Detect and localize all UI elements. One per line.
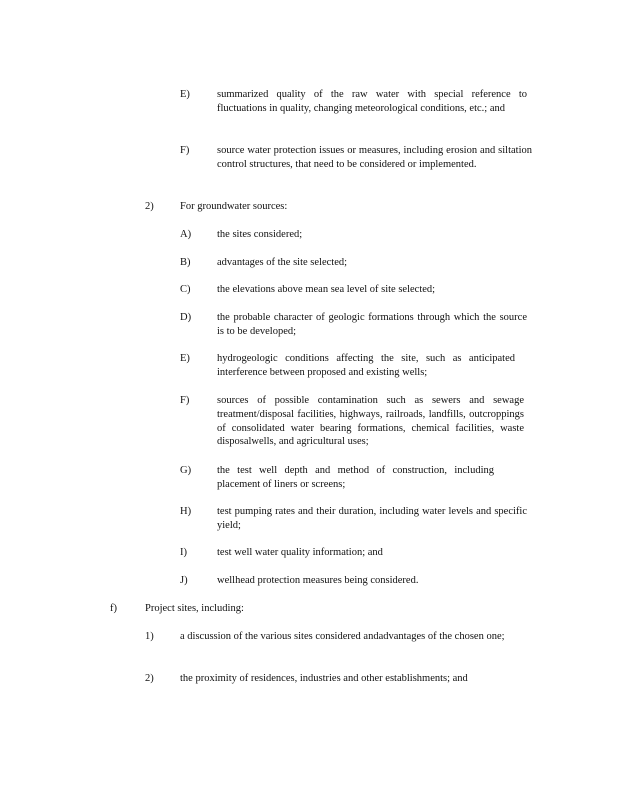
item-text: For groundwater sources: <box>180 201 288 212</box>
item-text: summarized quality of the raw water with special reference to fluctuations in quality, changing meteorological conditions, etc.; and <box>217 89 527 114</box>
item-text: advantages of the site selected; <box>217 257 348 268</box>
item-text: a discussion of the various sites considered andadvantages of the chosen one; <box>180 631 505 642</box>
item-text: the sites considered; <box>217 229 303 240</box>
item-label: I) <box>180 547 187 558</box>
item-label: H) <box>180 506 192 517</box>
item-label: 2) <box>145 673 154 684</box>
item-label: C) <box>180 284 191 295</box>
item-label: D) <box>180 312 192 323</box>
item-text: wellhead protection measures being considered. <box>217 575 419 586</box>
item-label: F) <box>180 395 190 406</box>
item-text: the test well depth and method of construction, including placement of liners or screens; <box>217 465 494 490</box>
item-text: the elevations above mean sea level of site selected; <box>217 284 436 295</box>
item-text: hydrogeologic conditions affecting the site, such as anticipated interference between proposed and existing wells; <box>217 353 515 378</box>
item-text: test pumping rates and their duration, including water levels and specific yield; <box>217 506 527 531</box>
item-label: 1) <box>145 631 154 642</box>
item-label: B) <box>180 257 191 268</box>
item-label: E) <box>180 353 190 364</box>
item-label: A) <box>180 229 192 240</box>
item-label: G) <box>180 465 192 476</box>
item-label: J) <box>180 575 188 586</box>
item-label: f) <box>110 603 117 614</box>
item-label: E) <box>180 89 190 100</box>
item-text: the proximity of residences, industries and other establishments; and <box>180 673 468 684</box>
item-text: the probable character of geologic formations through which the source is to be developed; <box>217 312 527 337</box>
item-text: source water protection issues or measures, including erosion and siltation control structures, that need to be considered or implemented. <box>217 145 532 170</box>
item-text: Project sites, including: <box>145 603 244 614</box>
item-label: 2) <box>145 201 154 212</box>
item-text: test well water quality information; and <box>217 547 383 558</box>
item-text: sources of possible contamination such as sewers and sewage treatment/disposal facilities, highways, railroads, landfills, outcroppings of consolidated water bearing formations, chemical facilities, waste disposalwells, and agricultural uses; <box>217 395 524 448</box>
item-label: F) <box>180 145 190 156</box>
